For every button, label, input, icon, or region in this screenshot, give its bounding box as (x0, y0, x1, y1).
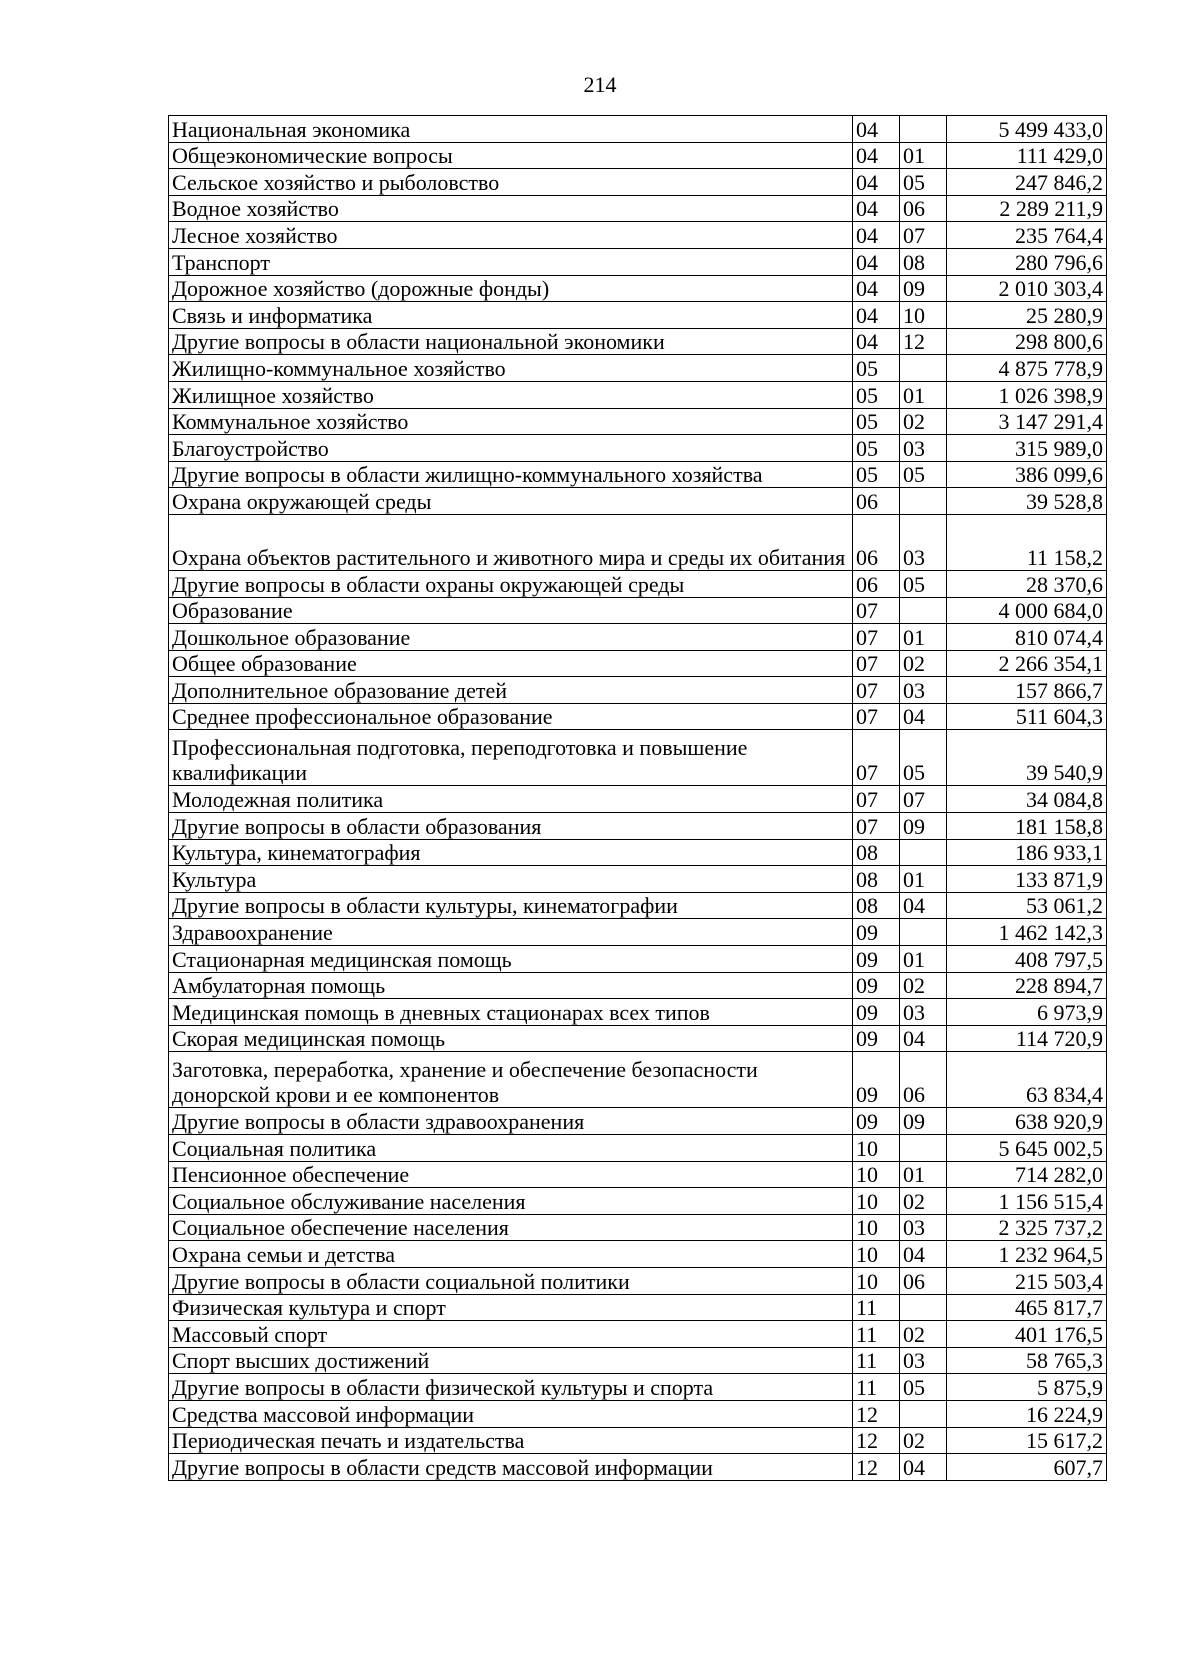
row-subsection-cell: 04 (900, 1454, 947, 1481)
table-row (169, 1135, 1107, 1162)
row-section-cell: 07 (853, 786, 900, 813)
row-amount-cell: 511 604,3 (947, 703, 1107, 730)
table-row (169, 195, 1107, 222)
row-subsection-cell: 06 (900, 195, 947, 222)
row-subsection-cell: 01 (900, 866, 947, 893)
row-amount-cell: 157 866,7 (947, 677, 1107, 704)
row-subsection-cell: 05 (900, 1374, 947, 1401)
row-name-cell: Скорая медицинская помощь (169, 1025, 853, 1052)
table-row (169, 570, 1107, 597)
row-subsection-cell: 05 (900, 461, 947, 488)
row-section-cell: 10 (853, 1267, 900, 1294)
row-name-cell: Социальное обслуживание населения (169, 1188, 853, 1215)
table-row (169, 1400, 1107, 1427)
table-row (169, 946, 1107, 973)
row-section-cell: 09 (853, 999, 900, 1026)
row-section-cell: 04 (853, 328, 900, 355)
table-row (169, 624, 1107, 651)
row-subsection-cell: 05 (900, 169, 947, 196)
row-subsection-cell: 04 (900, 703, 947, 730)
row-name-cell: Медицинская помощь в дневных стационарах всех типов (169, 999, 853, 1026)
row-section-cell: 11 (853, 1347, 900, 1374)
row-subsection-cell: 01 (900, 1161, 947, 1188)
table-row (169, 999, 1107, 1026)
row-amount-cell: 4 875 778,9 (947, 355, 1107, 382)
row-name-cell: Здравоохранение (169, 919, 853, 946)
row-section-cell: 10 (853, 1241, 900, 1268)
budget-table (168, 115, 1107, 1481)
row-section-cell: 04 (853, 275, 900, 302)
row-amount-cell: 2 266 354,1 (947, 650, 1107, 677)
table-row (169, 919, 1107, 946)
row-section-cell: 06 (853, 570, 900, 597)
table-row (169, 1454, 1107, 1481)
row-amount-cell: 1 462 142,3 (947, 919, 1107, 946)
table-row (169, 1214, 1107, 1241)
row-amount-cell: 386 099,6 (947, 461, 1107, 488)
row-subsection-cell (900, 355, 947, 382)
row-section-cell: 10 (853, 1188, 900, 1215)
row-subsection-cell: 01 (900, 381, 947, 408)
row-subsection-cell (900, 919, 947, 946)
row-name-cell: Коммунальное хозяйство (169, 408, 853, 435)
row-subsection-cell: 09 (900, 813, 947, 840)
table-row (169, 302, 1107, 329)
row-name-cell: Сельское хозяйство и рыболовство (169, 169, 853, 196)
row-amount-cell: 2 010 303,4 (947, 275, 1107, 302)
row-amount-cell: 810 074,4 (947, 624, 1107, 651)
row-amount-cell: 607,7 (947, 1454, 1107, 1481)
row-name-cell: Охрана окружающей среды (169, 488, 853, 515)
table-row (169, 435, 1107, 462)
row-name-cell: Охрана семьи и детства (169, 1241, 853, 1268)
row-name-cell: Профессиональная подготовка, переподготовка и повышение квалификации (169, 730, 853, 786)
row-section-cell: 11 (853, 1374, 900, 1401)
row-amount-cell: 6 973,9 (947, 999, 1107, 1026)
row-subsection-cell: 10 (900, 302, 947, 329)
row-section-cell: 06 (853, 488, 900, 515)
row-amount-cell: 25 280,9 (947, 302, 1107, 329)
row-name-cell: Общее образование (169, 650, 853, 677)
row-subsection-cell: 08 (900, 248, 947, 275)
row-section-cell: 11 (853, 1321, 900, 1348)
row-amount-cell: 34 084,8 (947, 786, 1107, 813)
row-name-cell: Другие вопросы в области образования (169, 813, 853, 840)
row-amount-cell: 235 764,4 (947, 222, 1107, 249)
row-section-cell: 07 (853, 650, 900, 677)
row-subsection-cell: 03 (900, 1214, 947, 1241)
row-name-cell: Средства массовой информации (169, 1400, 853, 1427)
row-section-cell: 10 (853, 1214, 900, 1241)
row-section-cell: 04 (853, 222, 900, 249)
row-subsection-cell: 05 (900, 570, 947, 597)
row-amount-cell: 63 834,4 (947, 1052, 1107, 1108)
row-amount-cell: 2 289 211,9 (947, 195, 1107, 222)
table-row (169, 1321, 1107, 1348)
row-section-cell: 07 (853, 703, 900, 730)
row-amount-cell: 1 232 964,5 (947, 1241, 1107, 1268)
row-subsection-cell: 05 (900, 730, 947, 786)
row-subsection-cell: 01 (900, 142, 947, 169)
row-subsection-cell (900, 597, 947, 624)
row-amount-cell: 5 875,9 (947, 1374, 1107, 1401)
table-row (169, 408, 1107, 435)
row-subsection-cell: 02 (900, 972, 947, 999)
row-subsection-cell (900, 1400, 947, 1427)
table-row (169, 1025, 1107, 1052)
table-row (169, 1108, 1107, 1135)
row-name-cell: Благоустройство (169, 435, 853, 462)
row-name-cell: Водное хозяйство (169, 195, 853, 222)
row-subsection-cell: 02 (900, 650, 947, 677)
table-row (169, 1374, 1107, 1401)
row-name-cell: Дошкольное образование (169, 624, 853, 651)
table-row (169, 1267, 1107, 1294)
row-section-cell: 04 (853, 195, 900, 222)
table-row (169, 1294, 1107, 1321)
row-section-cell: 06 (853, 514, 900, 570)
row-name-cell: Физическая культура и спорт (169, 1294, 853, 1321)
row-amount-cell: 228 894,7 (947, 972, 1107, 999)
budget-table-body (169, 116, 1107, 1481)
row-amount-cell: 1 026 398,9 (947, 381, 1107, 408)
table-row (169, 1188, 1107, 1215)
row-subsection-cell: 03 (900, 435, 947, 462)
row-section-cell: 09 (853, 1052, 900, 1108)
row-section-cell: 12 (853, 1400, 900, 1427)
row-subsection-cell: 02 (900, 1321, 947, 1348)
row-amount-cell: 39 540,9 (947, 730, 1107, 786)
row-section-cell: 07 (853, 730, 900, 786)
row-name-cell: Культура (169, 866, 853, 893)
row-subsection-cell (900, 488, 947, 515)
row-amount-cell: 714 282,0 (947, 1161, 1107, 1188)
table-row (169, 972, 1107, 999)
row-subsection-cell: 01 (900, 946, 947, 973)
row-name-cell: Другие вопросы в области культуры, кинематографии (169, 892, 853, 919)
table-row (169, 813, 1107, 840)
row-section-cell: 09 (853, 1108, 900, 1135)
row-section-cell: 07 (853, 677, 900, 704)
row-section-cell: 08 (853, 839, 900, 866)
row-name-cell: Периодическая печать и издательства (169, 1427, 853, 1454)
row-amount-cell: 111 429,0 (947, 142, 1107, 169)
table-row (169, 355, 1107, 382)
row-name-cell: Транспорт (169, 248, 853, 275)
row-subsection-cell: 03 (900, 1347, 947, 1374)
row-name-cell: Социальное обеспечение населения (169, 1214, 853, 1241)
row-section-cell: 12 (853, 1454, 900, 1481)
row-name-cell: Пенсионное обеспечение (169, 1161, 853, 1188)
table-row (169, 169, 1107, 196)
row-amount-cell: 638 920,9 (947, 1108, 1107, 1135)
row-amount-cell: 58 765,3 (947, 1347, 1107, 1374)
row-amount-cell: 16 224,9 (947, 1400, 1107, 1427)
row-subsection-cell (900, 839, 947, 866)
row-section-cell: 05 (853, 355, 900, 382)
row-name-cell: Другие вопросы в области охраны окружающей среды (169, 570, 853, 597)
row-name-cell: Национальная экономика (169, 116, 853, 143)
row-name-cell: Охрана объектов растительного и животного мира и среды их обитания (169, 514, 853, 570)
row-subsection-cell: 06 (900, 1052, 947, 1108)
row-subsection-cell: 04 (900, 892, 947, 919)
row-subsection-cell: 04 (900, 1025, 947, 1052)
row-subsection-cell: 03 (900, 514, 947, 570)
table-row (169, 1052, 1107, 1108)
row-section-cell: 05 (853, 381, 900, 408)
table-row (169, 677, 1107, 704)
row-name-cell: Другие вопросы в области физической культуры и спорта (169, 1374, 853, 1401)
row-subsection-cell: 03 (900, 999, 947, 1026)
table-row (169, 786, 1107, 813)
row-subsection-cell (900, 1294, 947, 1321)
row-amount-cell: 39 528,8 (947, 488, 1107, 515)
row-name-cell: Массовый спорт (169, 1321, 853, 1348)
row-section-cell: 04 (853, 142, 900, 169)
row-section-cell: 10 (853, 1161, 900, 1188)
table-row (169, 488, 1107, 515)
table-row (169, 1347, 1107, 1374)
row-subsection-cell: 06 (900, 1267, 947, 1294)
table-row (169, 892, 1107, 919)
row-subsection-cell: 02 (900, 408, 947, 435)
table-row (169, 839, 1107, 866)
table-row (169, 597, 1107, 624)
row-amount-cell: 408 797,5 (947, 946, 1107, 973)
table-row (169, 514, 1107, 570)
row-amount-cell: 114 720,9 (947, 1025, 1107, 1052)
row-amount-cell: 5 499 433,0 (947, 116, 1107, 143)
table-row (169, 1241, 1107, 1268)
row-section-cell: 09 (853, 1025, 900, 1052)
row-subsection-cell: 02 (900, 1188, 947, 1215)
row-amount-cell: 465 817,7 (947, 1294, 1107, 1321)
row-amount-cell: 5 645 002,5 (947, 1135, 1107, 1162)
table-row (169, 1161, 1107, 1188)
table-row (169, 650, 1107, 677)
row-name-cell: Дорожное хозяйство (дорожные фонды) (169, 275, 853, 302)
row-section-cell: 10 (853, 1135, 900, 1162)
table-row (169, 461, 1107, 488)
row-name-cell: Общеэкономические вопросы (169, 142, 853, 169)
row-subsection-cell (900, 116, 947, 143)
table-row (169, 142, 1107, 169)
table-row (169, 275, 1107, 302)
row-amount-cell: 133 871,9 (947, 866, 1107, 893)
row-amount-cell: 215 503,4 (947, 1267, 1107, 1294)
row-subsection-cell: 07 (900, 786, 947, 813)
row-amount-cell: 3 147 291,4 (947, 408, 1107, 435)
row-amount-cell: 298 800,6 (947, 328, 1107, 355)
row-name-cell: Другие вопросы в области здравоохранения (169, 1108, 853, 1135)
row-name-cell: Жилищное хозяйство (169, 381, 853, 408)
row-subsection-cell (900, 1135, 947, 1162)
row-name-cell: Социальная политика (169, 1135, 853, 1162)
row-section-cell: 05 (853, 435, 900, 462)
row-subsection-cell: 09 (900, 275, 947, 302)
table-row (169, 1427, 1107, 1454)
table-row (169, 703, 1107, 730)
row-name-cell: Стационарная медицинская помощь (169, 946, 853, 973)
row-name-cell: Жилищно-коммунальное хозяйство (169, 355, 853, 382)
row-section-cell: 09 (853, 919, 900, 946)
row-name-cell: Заготовка, переработка, хранение и обеспечение безопасности донорской крови и ее компонентов (169, 1052, 853, 1108)
row-amount-cell: 280 796,6 (947, 248, 1107, 275)
row-section-cell: 05 (853, 408, 900, 435)
row-amount-cell: 1 156 515,4 (947, 1188, 1107, 1215)
table-row (169, 381, 1107, 408)
table-row (169, 328, 1107, 355)
row-section-cell: 09 (853, 946, 900, 973)
row-section-cell: 04 (853, 169, 900, 196)
row-name-cell: Другие вопросы в области социальной политики (169, 1267, 853, 1294)
row-name-cell: Дополнительное образование детей (169, 677, 853, 704)
row-section-cell: 12 (853, 1427, 900, 1454)
table-row (169, 222, 1107, 249)
row-name-cell: Лесное хозяйство (169, 222, 853, 249)
row-name-cell: Амбулаторная помощь (169, 972, 853, 999)
row-name-cell: Другие вопросы в области национальной экономики (169, 328, 853, 355)
row-subsection-cell: 01 (900, 624, 947, 651)
row-amount-cell: 4 000 684,0 (947, 597, 1107, 624)
row-amount-cell: 28 370,6 (947, 570, 1107, 597)
row-subsection-cell: 04 (900, 1241, 947, 1268)
table-row (169, 730, 1107, 786)
row-amount-cell: 315 989,0 (947, 435, 1107, 462)
row-section-cell: 07 (853, 624, 900, 651)
row-subsection-cell: 02 (900, 1427, 947, 1454)
row-name-cell: Спорт высших достижений (169, 1347, 853, 1374)
row-subsection-cell: 09 (900, 1108, 947, 1135)
page-number: 214 (583, 72, 617, 97)
row-name-cell: Культура, кинематография (169, 839, 853, 866)
row-section-cell: 11 (853, 1294, 900, 1321)
row-name-cell: Образование (169, 597, 853, 624)
row-section-cell: 04 (853, 248, 900, 275)
row-amount-cell: 11 158,2 (947, 514, 1107, 570)
row-section-cell: 07 (853, 597, 900, 624)
row-name-cell: Другие вопросы в области жилищно-коммунального хозяйства (169, 461, 853, 488)
row-amount-cell: 15 617,2 (947, 1427, 1107, 1454)
row-subsection-cell: 03 (900, 677, 947, 704)
row-name-cell: Другие вопросы в области средств массовой информации (169, 1454, 853, 1481)
row-section-cell: 08 (853, 866, 900, 893)
row-amount-cell: 247 846,2 (947, 169, 1107, 196)
row-amount-cell: 2 325 737,2 (947, 1214, 1107, 1241)
row-section-cell: 08 (853, 892, 900, 919)
row-name-cell: Молодежная политика (169, 786, 853, 813)
row-amount-cell: 401 176,5 (947, 1321, 1107, 1348)
table-row (169, 866, 1107, 893)
row-name-cell: Связь и информатика (169, 302, 853, 329)
row-section-cell: 07 (853, 813, 900, 840)
row-section-cell: 09 (853, 972, 900, 999)
row-section-cell: 04 (853, 302, 900, 329)
row-name-cell: Среднее профессиональное образование (169, 703, 853, 730)
row-subsection-cell: 07 (900, 222, 947, 249)
row-amount-cell: 181 158,8 (947, 813, 1107, 840)
table-row (169, 116, 1107, 143)
table-row (169, 248, 1107, 275)
row-subsection-cell: 12 (900, 328, 947, 355)
row-amount-cell: 186 933,1 (947, 839, 1107, 866)
row-section-cell: 04 (853, 116, 900, 143)
row-amount-cell: 53 061,2 (947, 892, 1107, 919)
row-section-cell: 05 (853, 461, 900, 488)
